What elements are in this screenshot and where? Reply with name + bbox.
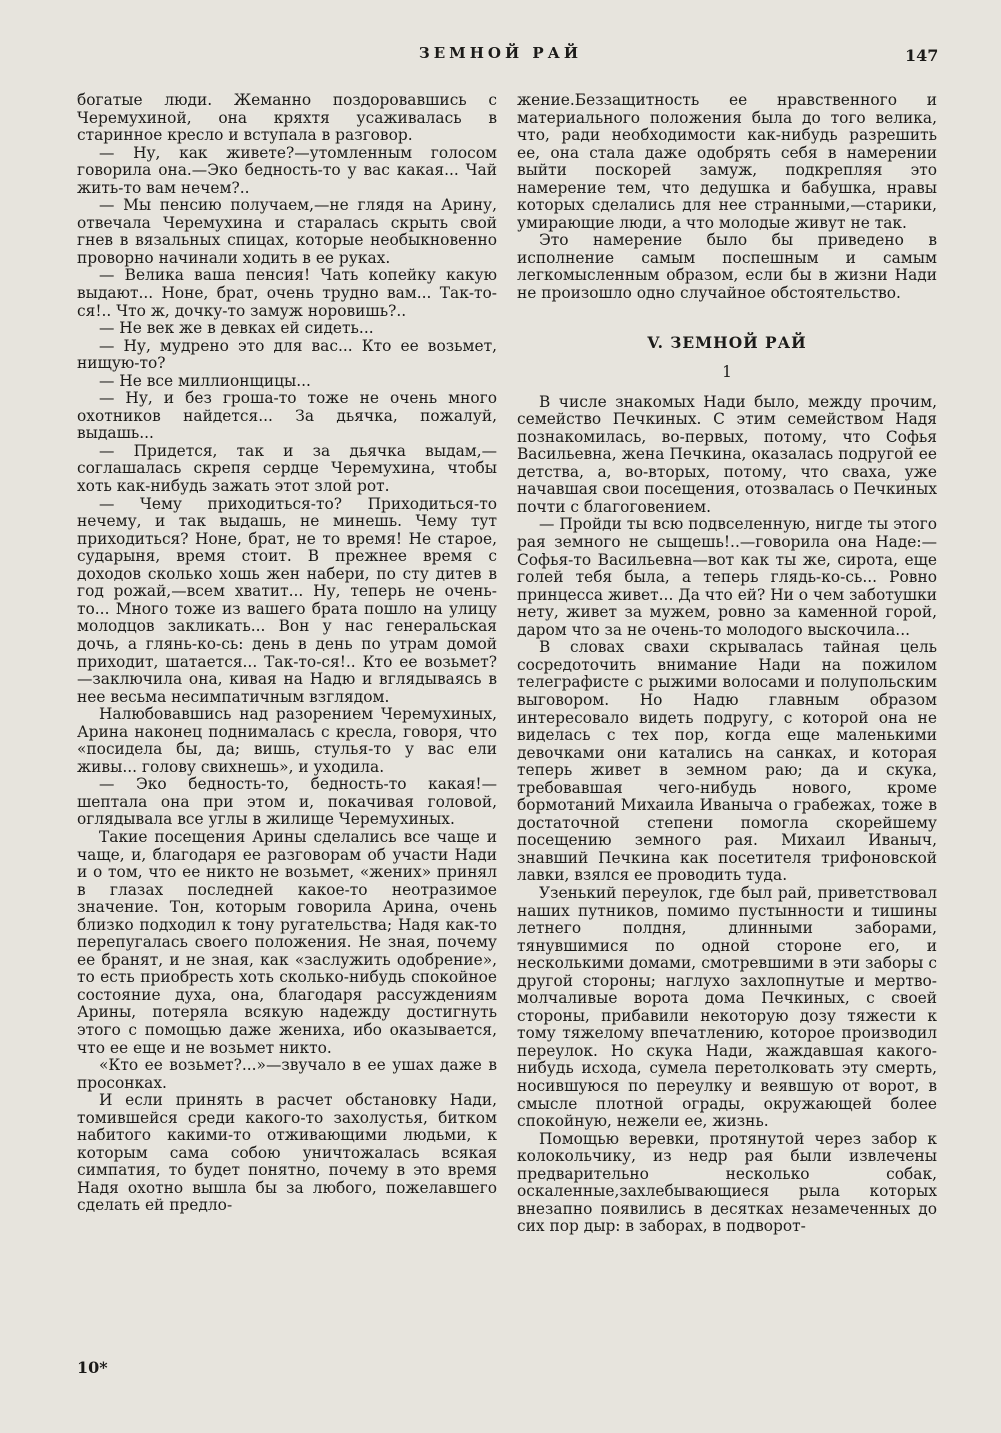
paragraph: Налюбовавшись над разорением Черемухиных, Арина наконец поднималась с кресла, говоря, что «посидела бы, да; вишь, стулья-то у вас ели живы... голову свихнешь», и уходила. [77, 705, 497, 776]
paragraph: И если принять в расчет обстановку Нади, томившейся среди какого-то захолустья, битком набитого какими-то отживающими людьми, к которым сама собою уничтожалась всякая симпатия, то будет понятно, почему в это время Надя охотно вышла бы за любого, пожелавшего сделать ей предло- [77, 1091, 497, 1215]
paragraph: жение.Беззащитность ее нравственного и материального положения была до того велика, что, ради необходимости как-нибудь разрешить ее, она стала даже одобрять себя в намерении выйти поскорей замуж, подкрепляя это намерение тем, что дедушка и бабушка, нравы которых сделались для нее странными,—старики, умирающие люди, а что молодые живут не так. [517, 91, 937, 232]
left-column [77, 92, 497, 1215]
chapter-title: V. ЗЕМНОЙ РАЙ [647, 333, 807, 352]
paragraph: — Ну, как живете?—утомленным голосом говорила она.—Эко бедность-то у вас какая... Чай жить-то вам нечем?.. [77, 143, 497, 197]
paragraph: — Велика ваша пенсия! Чать копейку какую выдают... Ноне, брат, очень трудно вам... Так-то-ся!.. Что ж, дочку-то замуж норовишь?.. [77, 266, 497, 320]
signature-mark: 10* [77, 1358, 108, 1377]
paragraph: — Ну, и без гроша-то тоже не очень много охотников найдется... За дьячка, пожалуй, выдашь... [77, 389, 497, 443]
paragraph: — Мы пенсию получаем,—не глядя на Арину, отвечала Черемухина и старалась скрыть свой гнев в вязальных спицах, которые необыкновенно проворно начинали ходить в ее руках. [77, 196, 497, 267]
paragraph: «Кто ее возьмет?...»—звучало в ее ушах даже в просонках. [77, 1056, 497, 1092]
page-number: 147 [905, 46, 939, 65]
running-title: ЗЕМНОЙ РАЙ [418, 44, 583, 62]
paragraph: — Эко бедность-то, бедность-то какая!— шептала она при этом и, покачивая головой, оглядывала все углы в жилище Черемухиных. [77, 775, 497, 829]
section-number: 1 [722, 363, 732, 382]
paragraph: — Не век же в девках ей сидеть... [99, 319, 374, 338]
paragraph: — Не все миллионщицы... [99, 371, 311, 390]
paragraph: — Чему приходиться-то? Приходиться-то нечему, и так выдашь, не минешь. Чему тут приходиться? Ноне, брат, не то время! Не старое, сударыня, время стоит. В прежнее время с доходов сколько хошь жен набери, по сту дитев в год рожай,—всем хватит... Ну, теперь не очень-то... Много тоже из вашего брата пошло на улицу молодцов закликать... Вон у нас генеральская дочь, а глянь-ко-сь: день в день по утрам домой приходит, шатается... Так-то-ся!.. Кто ее возьмет?—заключила она, кивая на Надю и вглядываясь в нее весьма несимпатичным взглядом. [77, 494, 497, 706]
paragraph: Это намерение было бы приведено в исполнение самым поспешным и самым легкомысленным образом, если бы в жизни Нади не произошло одно случайное обстоятельство. [517, 231, 937, 303]
paragraph: — Ну, мудрено это для вас... Кто ее возьмет, нищую-то? [77, 336, 497, 373]
paragraph: В словах свахи скрывалась тайная цель сосредоточить внимание Нади на пожилом телеграфисте с рыжими волосами и полупольским выговором. Но Надю главным образом интересовало видеть подругу, с которой она не виделась с тех пор, когда еще маленькими девочками они катались на санках, и которая теперь живет в земном раю; да и скука, требовавшая чего-нибудь нового, кроме бормотаний Михаила Иваныча о грабежах, тоже в достаточной степени помогла скорейшему посещению земного рая. Михаил Иваныч, знавший Печкина как посетителя трифоновской лавки, взялся ее проводить туда. [517, 638, 937, 885]
paragraph: Узенький переулок, где был рай, приветствовал наших путников, помимо пустынности и тишины летнего полдня, длинными заборами, тянувшимися по одной стороне его, и несколькими домами, смотревшими в эти заборы с другой стороны; наглухо захлопнутые и мертво-молчаливые ворота дома Печкиных, с своей стороны, прибавили некоторую дозу тяжести к тому тяжелому впечатлению, которое производил переулок. Но скука Нади, жаждавшая какого-нибудь исхода, сумела перетолковать эту смерть, носившуюся по переулку и веявшую от ворот, в смысле плотной ограды, окружающей более спокойную, нежели ее, жизнь. [517, 883, 937, 1131]
paragraph: Такие посещения Арины сделались все чаще и чаще, и, благодаря ее разговорам об участи Нади и о том, что ее никто не возьмет, «жених» принял в глазах последней какое-то неотразимое значение. Тон, которым говорила Арина, очень близко подходил к тону ругательства; Надя как-то перепугалась своего положения. Не зная, почему ее бранят, и не зная, как «заслужить одобрение», то есть приобресть хоть сколько-нибудь спокойное состояние духа, она, благодаря рассуждениям Арины, потеряла всякую надежду достигнуть этого с помощью даже жениха, ибо оказывается, что ее еще и не возьмет никто. [77, 827, 497, 1057]
paragraph: В числе знакомых Нади было, между прочим, семейство Печкиных. С этим семейством Надя познакомилась, во-первых, потому, что Софья Васильевна, жена Печкина, оказалась подругой ее детства, а, во-вторых, потому, что сваха, уже начавшая свои посещения, отозвалась о Печкиных почти с благоговением. [517, 392, 937, 516]
paragraph: — Придется, так и за дьячка выдам,— соглашалась скрепя сердце Черемухина, чтобы хоть как-нибудь зажать этот злой рот. [77, 441, 497, 496]
paragraph: Помощью веревки, протянутой через забор к колокольчику, из недр рая были извлечены предварительно несколько собак, оскаленные,захлебывающиеся рыла которых внезапно появились в десятках незамеченных до сих пор дыр: в заборах, в подворот- [517, 1129, 937, 1236]
paragraph: богатые люди. Жеманно поздоровавшись с Черемухиной, она кряхтя усаживалась в старинное кресло и вступала в разговор. [77, 91, 497, 145]
right-column [517, 92, 937, 1236]
paragraph: — Пройди ты всю подвселенную, нигде ты этого рая земного не сыщешь!..—говорила она Наде:—Софья-то Васильевна—вот как ты же, сирота, еще голей тебя была, а теперь глядь-ко-сь... Ровно принцесса живет... Да что ей? Ни о чем заботушки нету, живет за мужем, ровно за каменной горой, даром что за не очень-то молодого выскочила... [517, 515, 937, 639]
